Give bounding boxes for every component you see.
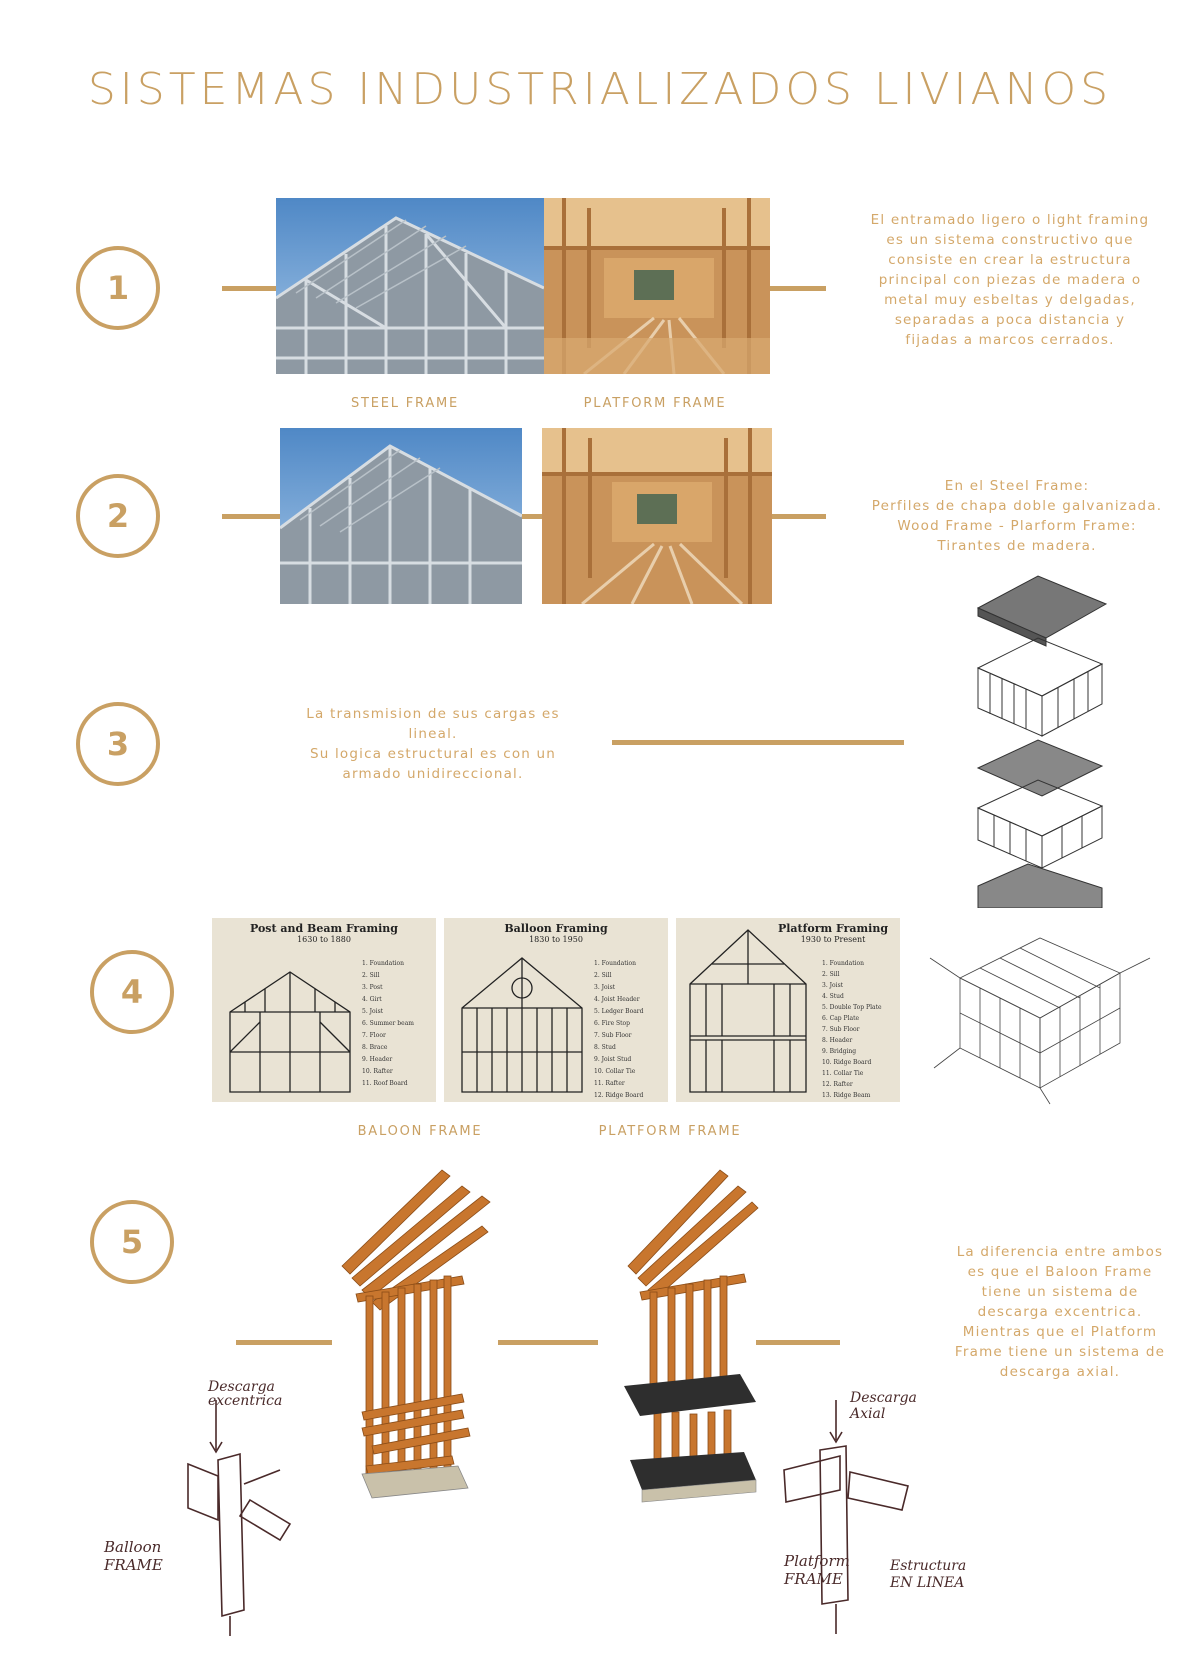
connector-line: [522, 514, 542, 519]
section3-text: [292, 704, 574, 784]
legend-item: 7. Sub Floor: [594, 1032, 632, 1039]
legend-item: 10. Collar Tie: [594, 1068, 636, 1075]
legend-item: 8. Stud: [594, 1044, 616, 1051]
legend-item: 1. Foundation: [362, 960, 405, 967]
exploded-framing-diagram: [968, 568, 1116, 908]
legend-item: 2. Sill: [362, 972, 380, 979]
legend-item: 3. Joist: [822, 982, 844, 989]
section-number-3: 3: [76, 702, 160, 786]
legend-item: 6. Fire Stop: [594, 1020, 631, 1027]
legend-item: 2. Sill: [822, 971, 840, 978]
text-line: descarga axial.: [999, 1364, 1121, 1380]
card-legend: [362, 958, 414, 1090]
legend-item: 9. Joist Stud: [594, 1056, 632, 1063]
legend-item: 1. Foundation: [594, 960, 637, 967]
section-number-2: 2: [76, 474, 160, 558]
balloon-sketch: [100, 1380, 300, 1640]
legend-item: 7. Floor: [362, 1032, 386, 1039]
text-line: Frame tiene un sistema de: [954, 1344, 1166, 1360]
text-line: La diferencia entre ambos: [956, 1244, 1164, 1260]
card-legend: [822, 958, 882, 1101]
platform-technical-drawing: [920, 918, 1160, 1108]
steel-frame-photo: [276, 198, 544, 374]
section-number-1: 1: [76, 246, 160, 330]
sketch-label: Platform FRAME: [784, 1552, 850, 1588]
legend-item: 6. Cap Plate: [822, 1015, 860, 1022]
card-subtitle: 1830 to 1950: [529, 935, 583, 944]
card-title: Platform Framing: [777, 922, 889, 935]
section1-text: El entramado ligero o light framing es un sistema constructivo que consiste en crear la estructura principal con piezas de madera o metal muy esbeltas y delgadas, separadas a poca distancia y fijadas a marcos cerrados.: [870, 212, 1150, 348]
sketch-label: Balloon FRAME: [104, 1538, 163, 1574]
legend-item: 9. Bridging: [822, 1048, 857, 1055]
sketch-label: Descarga excentrica: [208, 1379, 283, 1409]
legend-item: 4. Stud: [822, 993, 844, 1000]
section-number-4: 4: [90, 950, 174, 1034]
legend-item: 11. Rafter: [594, 1080, 625, 1087]
platform-frame-photo-2: [542, 428, 772, 604]
card-title: Balloon Framing: [504, 922, 608, 935]
legend-item: 12. Ridge Board: [594, 1092, 644, 1099]
caption-platform-frame: PLATFORM FRAME: [583, 396, 727, 411]
connector-line: [236, 1340, 332, 1345]
connector-line: [756, 1340, 840, 1345]
text-line: descarga excentrica.: [977, 1304, 1143, 1320]
text-line: Mientras que el Platform: [962, 1324, 1158, 1340]
caption-baloon-frame: BALOON FRAME: [357, 1124, 483, 1139]
legend-item: 4. Girt: [362, 996, 382, 1003]
legend-item: 4. Joist Header: [594, 996, 640, 1003]
legend-item: 3. Post: [362, 984, 383, 991]
legend-item: 10. Ridge Board: [822, 1059, 872, 1066]
text-line: En el Steel Frame:: [944, 478, 1090, 494]
legend-item: 2. Sill: [594, 972, 612, 979]
text-line: Perfiles de chapa doble galvanizada.: [871, 498, 1163, 514]
framing-card-post-and-beam: [212, 918, 436, 1102]
legend-item: 5. Ledger Board: [594, 1008, 644, 1015]
section5-text: [946, 1242, 1174, 1382]
card-title: Post and Beam Framing: [249, 922, 398, 935]
balloon-frame-model: [332, 1166, 496, 1506]
legend-item: 11. Collar Tie: [822, 1070, 864, 1077]
text-line: es que el Baloon Frame: [967, 1264, 1153, 1280]
connector-line: [772, 514, 826, 519]
legend-item: 1. Foundation: [822, 960, 865, 967]
connector-line: [222, 286, 282, 291]
text-line: La transmision de sus cargas es: [306, 706, 560, 722]
page-title: SISTEMAS INDUSTRIALIZADOS LIVIANOS: [87, 64, 1113, 115]
text-line: Wood Frame - Plarform Frame:: [897, 518, 1137, 534]
legend-item: 13. Ridge Beam: [822, 1092, 871, 1099]
legend-item: 12. Rafter: [822, 1081, 853, 1088]
text-line: Su logica estructural es con un: [309, 746, 557, 762]
steel-frame-photo-2: [280, 428, 522, 604]
framing-card-platform: [676, 918, 900, 1102]
section-number-5: 5: [90, 1200, 174, 1284]
legend-item: 10. Rafter: [362, 1068, 393, 1075]
framing-card-balloon: [444, 918, 668, 1102]
platform-frame-model: [620, 1166, 760, 1506]
legend-item: 11. Roof Board: [362, 1080, 408, 1087]
caption-steel-frame: STEEL FRAME: [350, 396, 460, 411]
text-line: Tirantes de madera.: [937, 538, 1097, 554]
legend-item: 8. Header: [822, 1037, 853, 1044]
card-legend: [594, 958, 643, 1102]
legend-item: 7. Sub Floor: [822, 1026, 860, 1033]
card-subtitle: 1930 to Present: [800, 935, 866, 944]
text-line: armado unidireccional.: [342, 766, 524, 782]
section2-text: [870, 476, 1164, 556]
card-subtitle: 1630 to 1880: [297, 935, 351, 944]
platform-frame-photo: [544, 198, 770, 374]
connector-line: [498, 1340, 598, 1345]
text-line: tiene un sistema de: [981, 1284, 1139, 1300]
sketch-label: Estructura EN LINEA: [890, 1558, 967, 1591]
caption-platform-frame-2: PLATFORM FRAME: [598, 1124, 742, 1139]
legend-item: 8. Brace: [362, 1044, 388, 1051]
sketch-label: Descarga Axial: [850, 1390, 917, 1422]
legend-item: 5. Double Top Plate: [822, 1004, 882, 1011]
connector-line: [770, 286, 826, 291]
legend-item: 9. Header: [362, 1056, 393, 1063]
connector-line: [612, 740, 904, 745]
connector-line: [222, 514, 282, 519]
legend-item: 5. Joist: [362, 1008, 384, 1015]
text-line: lineal.: [408, 726, 458, 742]
legend-item: 3. Joist: [594, 984, 616, 991]
legend-item: 6. Summer beam: [362, 1020, 414, 1027]
platform-sketch: [780, 1390, 1000, 1650]
